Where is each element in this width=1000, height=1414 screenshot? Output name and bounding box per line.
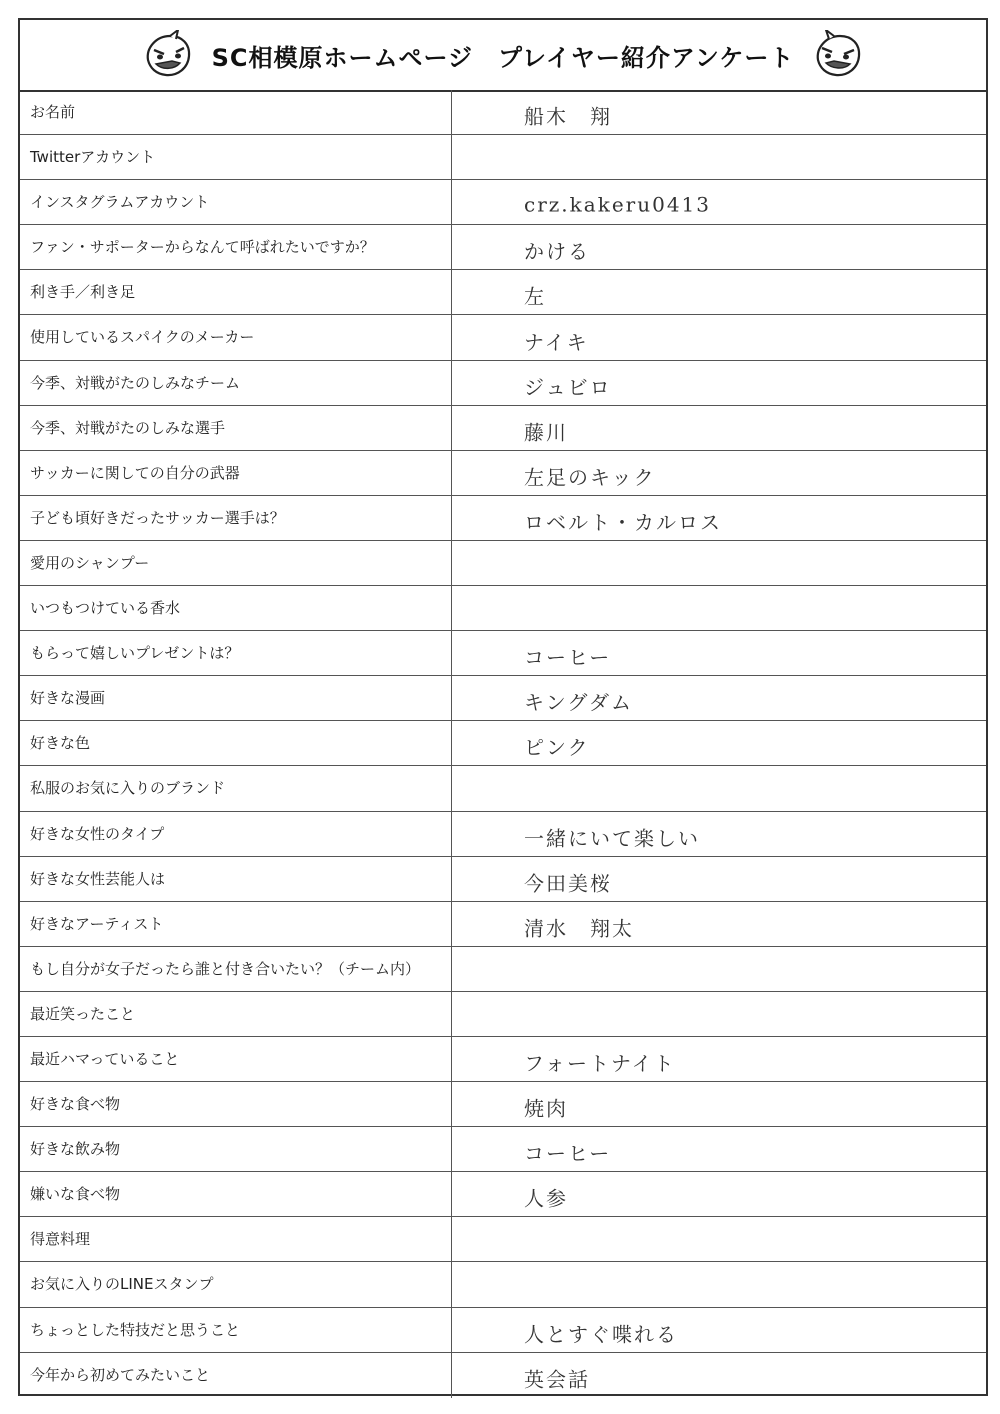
answer-text: 人参 (524, 1186, 568, 1211)
answer-cell (452, 225, 986, 269)
table-row (20, 1217, 986, 1262)
table-row (20, 406, 986, 451)
table-row (20, 225, 986, 270)
question-label: 好きな飲み物 (20, 1127, 452, 1171)
survey-table (20, 90, 986, 1394)
answer-cell (452, 90, 986, 134)
answer-cell (452, 992, 986, 1036)
question-label: 嫌いな食べ物 (20, 1172, 452, 1216)
answer-cell (452, 406, 986, 450)
question-label: サッカーに関しての自分の武器 (20, 451, 452, 495)
answer-text: crz.kakeru0413 (524, 192, 711, 217)
question-label: 今年から初めてみたいこと (20, 1353, 452, 1398)
answer-cell (452, 180, 986, 224)
table-row (20, 586, 986, 631)
question-label: もらって嬉しいプレゼントは？ (20, 631, 452, 675)
question-label: 好きなアーティスト (20, 902, 452, 946)
question-label: 好きな食べ物 (20, 1082, 452, 1126)
table-row (20, 180, 986, 225)
answer-text: 藤川 (524, 420, 568, 445)
answer-cell (452, 586, 986, 630)
question-label: 今季、対戦がたのしみな選手 (20, 406, 452, 450)
question-label: Twitterアカウント (20, 135, 452, 179)
question-label: 好きな漫画 (20, 676, 452, 720)
mascot-left-icon (142, 30, 194, 80)
answer-cell (452, 1172, 986, 1216)
answer-cell (452, 1127, 986, 1171)
table-row (20, 315, 986, 360)
table-row (20, 451, 986, 496)
answer-cell (452, 451, 986, 495)
answer-cell (452, 135, 986, 179)
table-row (20, 1127, 986, 1172)
answer-cell (452, 1262, 986, 1306)
survey-sheet (18, 18, 988, 1396)
answer-cell (452, 947, 986, 991)
table-row (20, 947, 986, 992)
table-row (20, 90, 986, 135)
answer-cell (452, 766, 986, 810)
table-row (20, 270, 986, 315)
answer-text: 左 (524, 284, 546, 309)
table-row (20, 766, 986, 811)
table-row (20, 857, 986, 902)
question-label: 子ども頃好きだったサッカー選手は？ (20, 496, 452, 540)
table-row (20, 1262, 986, 1307)
survey-header (20, 20, 986, 92)
answer-text: ロベルト・カルロス (524, 510, 722, 535)
table-row (20, 496, 986, 541)
table-row (20, 1172, 986, 1217)
answer-cell (452, 1082, 986, 1126)
answer-cell (452, 541, 986, 585)
answer-cell (452, 721, 986, 765)
answer-text: 左足のキック (524, 465, 656, 490)
table-row (20, 721, 986, 766)
answer-text: 英会話 (524, 1367, 590, 1392)
question-label: いつもつけている香水 (20, 586, 452, 630)
answer-text: かける (524, 239, 590, 264)
answer-text: 一緒にいて楽しい (524, 825, 700, 850)
answer-cell (452, 631, 986, 675)
question-label: 好きな女性のタイプ (20, 812, 452, 856)
question-label: 今季、対戦がたのしみなチーム (20, 361, 452, 405)
table-row (20, 812, 986, 857)
answer-cell (452, 812, 986, 856)
table-row (20, 361, 986, 406)
answer-cell (452, 1037, 986, 1081)
question-label: お気に入りのLINEスタンプ (20, 1262, 452, 1306)
answer-cell (452, 315, 986, 359)
answer-cell (452, 496, 986, 540)
table-row (20, 1308, 986, 1353)
table-row (20, 676, 986, 721)
answer-cell (452, 676, 986, 720)
answer-text: コーヒー (524, 645, 612, 670)
answer-text: ジュビロ (524, 375, 612, 400)
question-label: 好きな女性芸能人は (20, 857, 452, 901)
table-row (20, 631, 986, 676)
question-label: 愛用のシャンプー (20, 541, 452, 585)
question-label: 最近ハマっていること (20, 1037, 452, 1081)
question-label: インスタグラムアカウント (20, 180, 452, 224)
answer-cell (452, 270, 986, 314)
table-row (20, 992, 986, 1037)
answer-text: キングダム (524, 690, 633, 715)
question-label: ちょっとした特技だと思うこと (20, 1308, 452, 1352)
answer-text: 清水 翔太 (524, 916, 634, 941)
answer-text: 船木 翔 (524, 104, 612, 129)
table-row (20, 135, 986, 180)
answer-text: ピンク (524, 735, 590, 760)
answer-text: 今田美桜 (524, 871, 612, 896)
question-label: もし自分が女子だったら誰と付き合いたい？（チーム内） (20, 947, 452, 991)
answer-text: フォートナイト (524, 1051, 676, 1076)
answer-text: ナイキ (524, 329, 589, 354)
survey-title: SC相模原ホームページ プレイヤー紹介アンケート (211, 43, 795, 72)
answer-text: 人とすぐ喋れる (524, 1321, 678, 1346)
table-row (20, 1037, 986, 1082)
question-label: 最近笑ったこと (20, 992, 452, 1036)
mascot-right-icon (812, 30, 864, 80)
answer-cell (452, 1217, 986, 1261)
question-label: 使用しているスパイクのメーカー (20, 315, 452, 359)
answer-cell (452, 902, 986, 946)
question-label: お名前 (20, 90, 452, 134)
question-label: ファン・サポーターからなんて呼ばれたいですか？ (20, 225, 452, 269)
answer-cell (452, 857, 986, 901)
question-label: 私服のお気に入りのブランド (20, 766, 452, 810)
answer-cell (452, 1308, 986, 1352)
answer-text: コーヒー (524, 1141, 612, 1166)
table-row (20, 541, 986, 586)
question-label: 利き手／利き足 (20, 270, 452, 314)
question-label: 好きな色 (20, 721, 452, 765)
table-row (20, 1353, 986, 1398)
answer-cell (452, 1353, 986, 1398)
question-label: 得意料理 (20, 1217, 452, 1261)
answer-text: 焼肉 (524, 1096, 568, 1121)
answer-cell (452, 361, 986, 405)
table-row (20, 902, 986, 947)
table-row (20, 1082, 986, 1127)
